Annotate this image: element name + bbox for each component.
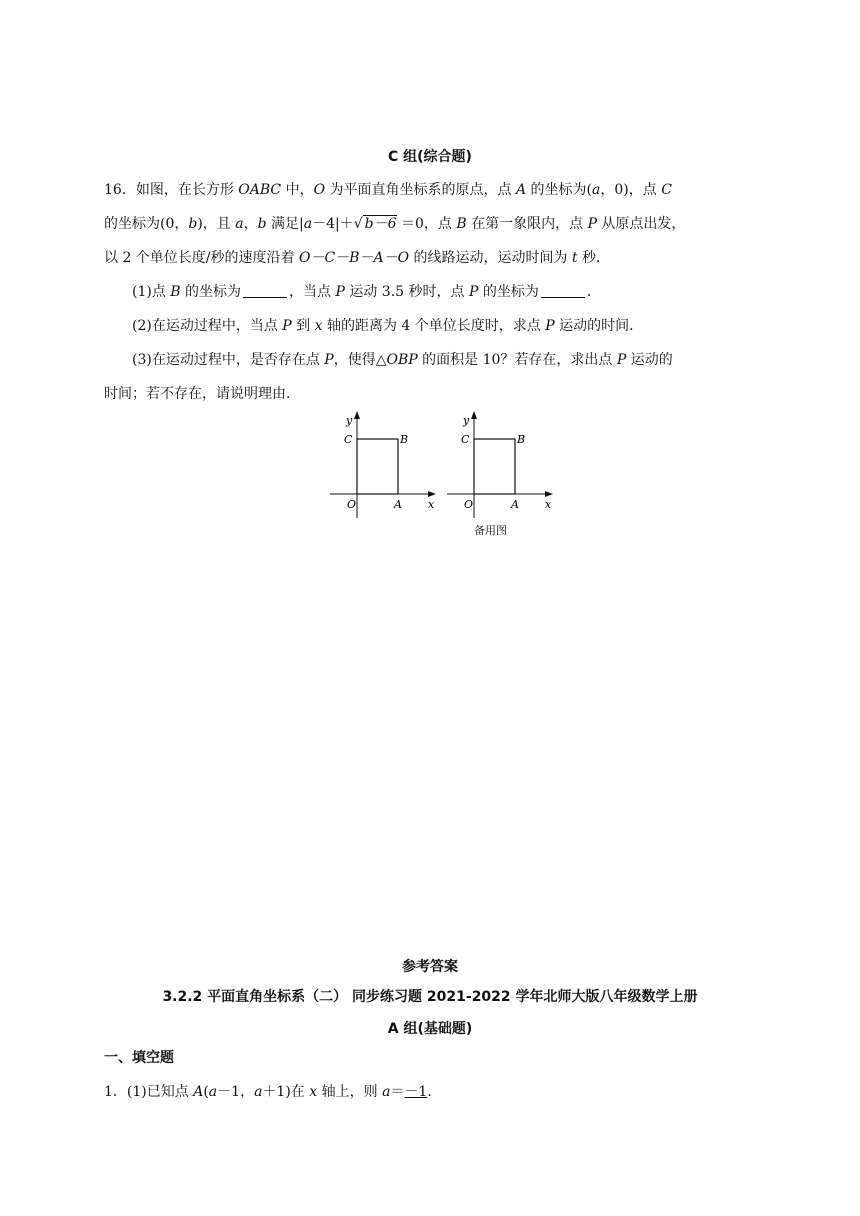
text: a bbox=[235, 216, 244, 232]
text: 运动 3.5 秒时，点 bbox=[344, 284, 469, 300]
text: a bbox=[592, 182, 601, 198]
text: 到 bbox=[291, 318, 315, 334]
text: OBP bbox=[386, 352, 418, 368]
text: ＝0，点 bbox=[396, 216, 457, 232]
text: 的面积是 10？若存在，求出点 bbox=[417, 352, 617, 368]
text: 运动的 bbox=[626, 352, 673, 368]
text: 的线路运动，运动时间为 bbox=[409, 250, 572, 266]
point-b-label: B bbox=[400, 433, 409, 446]
question-3-continued: 时间；若不存在，请说明理由． bbox=[104, 386, 300, 402]
problem16-line2 bbox=[104, 214, 744, 234]
answers-subtitle: 3.2.2 平面直角坐标系（二） 同步练习题 2021-2022 学年北师大版八年级数学上册 bbox=[162, 989, 698, 1005]
x-axis-arrow bbox=[545, 491, 553, 497]
text: x bbox=[314, 318, 323, 334]
y-label: y bbox=[346, 414, 353, 427]
y-label: y bbox=[463, 414, 470, 427]
point-a-label: A bbox=[394, 498, 402, 511]
text: ． bbox=[586, 284, 601, 300]
text: －1， bbox=[217, 1084, 255, 1100]
text: x bbox=[309, 1084, 318, 1100]
text: P bbox=[545, 318, 555, 334]
y-axis-arrow bbox=[471, 411, 477, 419]
y-axis-arrow bbox=[354, 411, 360, 419]
question-2 bbox=[132, 316, 772, 336]
text: ＝ bbox=[390, 1084, 405, 1100]
answer-blank[interactable] bbox=[243, 283, 287, 298]
text: B bbox=[170, 284, 181, 300]
question-1 bbox=[132, 282, 772, 302]
text: 运动的时间． bbox=[554, 318, 644, 334]
section-c-heading: C 组(综合题) bbox=[388, 149, 472, 165]
text: P bbox=[587, 216, 597, 232]
text: 的坐标为(0， bbox=[104, 216, 189, 232]
group-a-heading: A 组(基础题) bbox=[387, 1021, 473, 1037]
text: t bbox=[571, 250, 578, 266]
text: C bbox=[661, 182, 672, 198]
answer-blank[interactable] bbox=[541, 283, 585, 298]
x-label: x bbox=[545, 498, 552, 511]
text: (2)在运动过程中，当点 bbox=[132, 318, 283, 334]
answer-item-1 bbox=[104, 1082, 744, 1102]
text: P bbox=[335, 284, 345, 300]
text: a bbox=[254, 1084, 263, 1100]
text: 的坐标为 bbox=[478, 284, 539, 300]
sqrt-expression: b－6 bbox=[364, 216, 397, 232]
text: (3)在运动过程中，是否存在点 bbox=[132, 352, 325, 368]
text: )，且 bbox=[197, 216, 236, 232]
text: 轴的距离为 4 个单位长度时，求点 bbox=[322, 318, 546, 334]
text: P bbox=[324, 352, 334, 368]
answer-value: －1 bbox=[404, 1084, 428, 1100]
text: 的坐标为 bbox=[180, 284, 242, 300]
text: ， bbox=[243, 216, 258, 232]
text: O－C－B－A－O bbox=[298, 250, 410, 266]
rectangle-oabc bbox=[357, 439, 398, 494]
question-3 bbox=[132, 350, 772, 370]
part1-heading: 一、填空题 bbox=[104, 1050, 174, 1066]
text: ． bbox=[427, 1084, 442, 1100]
text: ，使得△ bbox=[333, 352, 387, 368]
answers-heading: 参考答案 bbox=[402, 959, 458, 975]
text: 以 2 个单位长度/秒的速度沿着 bbox=[104, 250, 299, 266]
text: (1)点 bbox=[132, 284, 171, 300]
point-o-label: O bbox=[464, 498, 474, 511]
text: 轴上，则 bbox=[317, 1084, 383, 1100]
figure-main bbox=[330, 408, 440, 518]
x-label: x bbox=[428, 498, 435, 511]
text: 1．(1)已知点 bbox=[104, 1084, 194, 1100]
text: B bbox=[456, 216, 467, 232]
text: P bbox=[616, 352, 627, 368]
text: P bbox=[468, 284, 479, 300]
text: a bbox=[208, 1084, 218, 1100]
problem16-line1 bbox=[104, 180, 744, 200]
text: ( bbox=[203, 1084, 209, 1100]
text: b bbox=[188, 216, 198, 232]
text: ＋1)在 bbox=[262, 1084, 310, 1100]
text: a bbox=[303, 216, 313, 232]
text: ，0)，点 bbox=[600, 182, 662, 198]
text: O bbox=[313, 182, 326, 198]
figure-backup bbox=[447, 408, 557, 518]
point-c-label: C bbox=[461, 433, 470, 446]
text: 的坐标为( bbox=[526, 182, 593, 198]
text: A bbox=[193, 1084, 204, 1100]
text: ，当点 bbox=[289, 284, 336, 300]
rectangle-oabc bbox=[474, 439, 515, 494]
text: 从原点出发， bbox=[596, 216, 686, 232]
text: 16．如图，在长方形 bbox=[104, 182, 239, 198]
text: a bbox=[382, 1084, 391, 1100]
figure-caption: 备用图 bbox=[474, 524, 507, 537]
text: P bbox=[282, 318, 292, 334]
problem16-line3 bbox=[104, 248, 744, 268]
text: 满足| bbox=[266, 216, 304, 232]
text: OABC bbox=[238, 182, 282, 198]
text: b bbox=[257, 216, 267, 232]
text: 为平面直角坐标系的原点，点 bbox=[325, 182, 516, 198]
point-a-label: A bbox=[511, 498, 519, 511]
text: 在第一象限内，点 bbox=[466, 216, 588, 232]
text: A bbox=[515, 182, 527, 198]
text: －4|＋√ bbox=[312, 216, 363, 232]
text: 中， bbox=[281, 182, 314, 198]
x-axis-arrow bbox=[428, 491, 436, 497]
point-o-label: O bbox=[347, 498, 357, 511]
point-c-label: C bbox=[344, 433, 353, 446]
point-b-label: B bbox=[517, 433, 526, 446]
text: 秒． bbox=[577, 250, 611, 266]
